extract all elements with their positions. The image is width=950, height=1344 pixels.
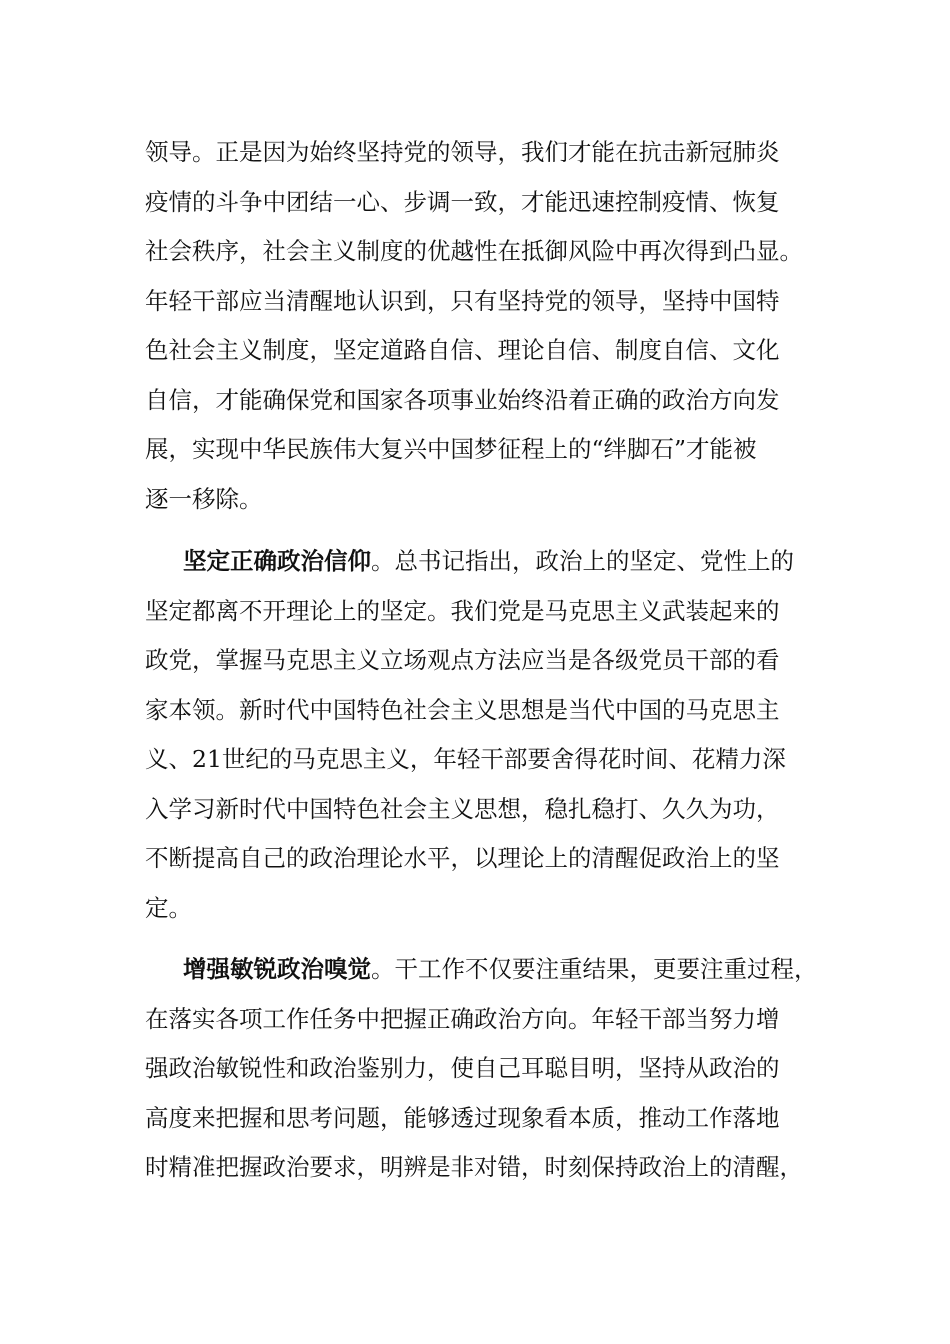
text-line: 强政治敏锐性和政治鉴别力，使自己耳聪目明，坚持从政治的 <box>145 1054 780 1082</box>
text-line: 时精准把握政治要求，明辨是非对错，时刻保持政治上的清醒， <box>145 1153 803 1181</box>
text-line: 年轻干部应当清醒地认识到，只有坚持党的领导，坚持中国特 <box>145 286 780 315</box>
section-heading: 增强敏锐政治嗅觉 <box>183 955 371 983</box>
paragraph-first-line <box>145 537 825 587</box>
text-line: 在落实各项工作任务中把握正确政治方向。年轻干部当努力增 <box>145 1004 780 1033</box>
text-line: 入学习新时代中国特色社会主义思想，稳扎稳打、久久为功， <box>145 794 780 823</box>
heading-continuation: 。干工作不仅要注重结果，更要注重过程， <box>371 955 818 983</box>
paragraph-leadership <box>145 128 825 524</box>
text-line: 家本领。新时代中国特色社会主义思想是当代中国的马克思主 <box>145 695 780 724</box>
text-line: 义、21世纪的马克思主义，年轻干部要舍得花时间、花精力深 <box>145 745 786 773</box>
text-line: 政党，掌握马克思主义立场观点方法应当是各级党员干部的看 <box>145 646 780 674</box>
text-line: 疫情的斗争中团结一心、步调一致，才能迅速控制疫情、恢复 <box>145 187 780 216</box>
text-line: 坚定都离不开理论上的坚定。我们党是马克思主义武装起来的 <box>145 596 780 625</box>
paragraph-political-belief <box>145 537 825 933</box>
section-heading: 坚定正确政治信仰 <box>183 547 371 575</box>
text-line: 展，实现中华民族伟大复兴中国梦征程上的“绊脚石”才能被 <box>145 435 757 463</box>
text-line: 逐一移除。 <box>145 484 263 513</box>
text-line: 自信，才能确保党和国家各项事业始终沿着正确的政治方向发 <box>145 385 780 414</box>
text-line: 高度来把握和思考问题，能够透过现象看本质，推动工作落地 <box>145 1103 780 1132</box>
text-line: 色社会主义制度，坚定道路自信、理论自信、制度自信、文化 <box>145 336 780 364</box>
heading-continuation: 。总书记指出，政治上的坚定、党性上的 <box>371 547 794 575</box>
text-line: 不断提高自己的政治理论水平，以理论上的清醒促政治上的坚 <box>145 844 780 872</box>
text-line: 社会秩序，社会主义制度的优越性在抵御风险中再次得到凸显。 <box>145 237 803 265</box>
paragraph-political-sensitivity <box>145 945 825 1193</box>
text-line: 定。 <box>145 893 192 922</box>
paragraph-first-line <box>145 945 825 995</box>
text-line: 领导。正是因为始终坚持党的领导，我们才能在抗击新冠肺炎 <box>145 138 780 166</box>
